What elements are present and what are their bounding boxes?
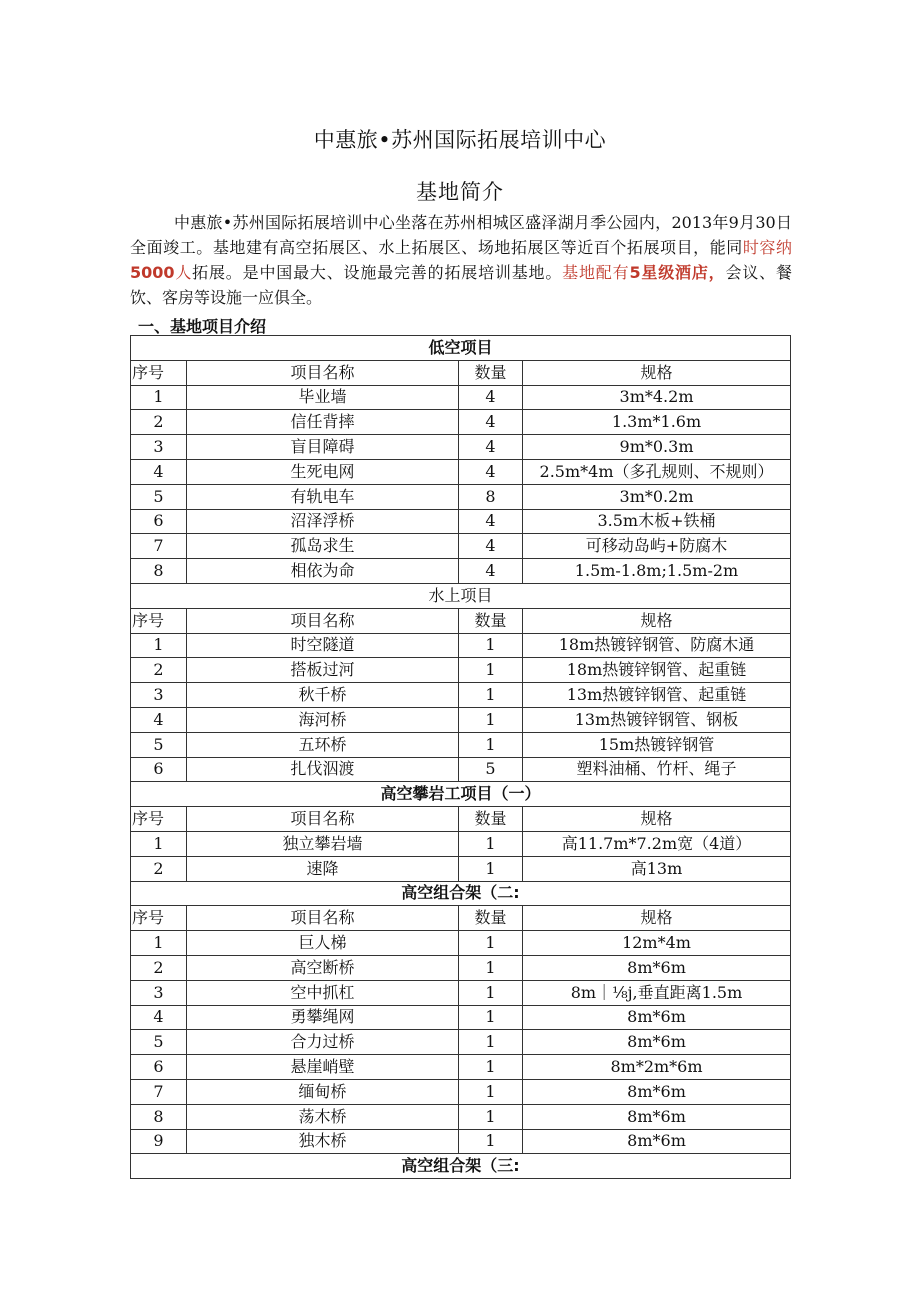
document-title: 中惠旅•苏州国际拓展培训中心 xyxy=(313,128,607,152)
cell-spec: 9m*0.3m xyxy=(523,435,791,460)
table-row xyxy=(131,732,791,757)
cell-name: 缅甸桥 xyxy=(187,1079,459,1104)
cell-seq: 4 xyxy=(131,459,187,484)
table-row xyxy=(131,683,791,708)
header-name: 项目名称 xyxy=(187,360,459,385)
header-seq: 序号 xyxy=(131,608,187,633)
category-row xyxy=(131,782,791,807)
cell-qty: 1 xyxy=(459,931,523,956)
cell-name: 秋千桥 xyxy=(187,683,459,708)
table-row xyxy=(131,509,791,534)
cell-spec: 13m热镀锌钢管、起重链 xyxy=(523,683,791,708)
intro-hotel-text: 5星级酒店， xyxy=(629,263,726,282)
cell-name: 有轨电车 xyxy=(187,484,459,509)
cell-name: 合力过桥 xyxy=(187,1030,459,1055)
cell-qty: 4 xyxy=(459,509,523,534)
cell-qty: 4 xyxy=(459,435,523,460)
cell-qty: 1 xyxy=(459,1005,523,1030)
intro-capacity-number: 5000 xyxy=(130,263,175,282)
category-title: 高空攀岩工项目（一） xyxy=(131,782,791,807)
cell-spec: 8m*2m*6m xyxy=(523,1055,791,1080)
project-table xyxy=(130,335,791,1179)
category-row xyxy=(131,583,791,608)
intro-red-text-3: 基地配有 xyxy=(562,263,630,282)
category-title: 高空组合架（三: xyxy=(131,1154,791,1179)
cell-name: 空中抓杠 xyxy=(187,980,459,1005)
header-spec: 规格 xyxy=(523,807,791,832)
cell-qty: 1 xyxy=(459,707,523,732)
cell-spec: 塑料油桶、竹杆、绳子 xyxy=(523,757,791,782)
table-row xyxy=(131,658,791,683)
cell-qty: 4 xyxy=(459,559,523,584)
cell-seq: 6 xyxy=(131,509,187,534)
cell-spec: 15m热镀锌钢管 xyxy=(523,732,791,757)
header-qty: 数量 xyxy=(459,807,523,832)
category-title: 低空项目 xyxy=(131,336,791,361)
cell-name: 荡木桥 xyxy=(187,1104,459,1129)
table-row xyxy=(131,435,791,460)
category-row xyxy=(131,881,791,906)
cell-qty: 1 xyxy=(459,831,523,856)
table-row xyxy=(131,559,791,584)
cell-qty: 1 xyxy=(459,1129,523,1154)
table-row xyxy=(131,1079,791,1104)
cell-spec: 8m*6m xyxy=(523,1079,791,1104)
cell-qty: 5 xyxy=(459,757,523,782)
cell-seq: 5 xyxy=(131,1030,187,1055)
cell-spec: 18m热镀锌钢管、起重链 xyxy=(523,658,791,683)
cell-qty: 4 xyxy=(459,385,523,410)
cell-spec: 12m*4m xyxy=(523,931,791,956)
header-spec: 规格 xyxy=(523,906,791,931)
header-row xyxy=(131,906,791,931)
table-row xyxy=(131,931,791,956)
section-heading: 一、基地项目介绍 xyxy=(138,317,267,336)
cell-spec: 2.5m*4m（多孔规则、不规则） xyxy=(523,459,791,484)
cell-seq: 4 xyxy=(131,1005,187,1030)
header-row xyxy=(131,807,791,832)
cell-spec: 高11.7m*7.2m宽（4道） xyxy=(523,831,791,856)
cell-qty: 4 xyxy=(459,410,523,435)
cell-seq: 2 xyxy=(131,658,187,683)
cell-seq: 4 xyxy=(131,707,187,732)
cell-seq: 5 xyxy=(131,732,187,757)
table-row xyxy=(131,856,791,881)
table-row xyxy=(131,955,791,980)
cell-qty: 1 xyxy=(459,1030,523,1055)
cell-spec: 8m*6m xyxy=(523,1129,791,1154)
cell-qty: 1 xyxy=(459,856,523,881)
table-row xyxy=(131,980,791,1005)
table-row xyxy=(131,757,791,782)
table-row xyxy=(131,707,791,732)
document-subtitle: 基地简介 xyxy=(416,180,504,204)
table-row xyxy=(131,1104,791,1129)
header-seq: 序号 xyxy=(131,906,187,931)
header-qty: 数量 xyxy=(459,608,523,633)
header-name: 项目名称 xyxy=(187,807,459,832)
header-spec: 规格 xyxy=(523,360,791,385)
cell-name: 盲目障碍 xyxy=(187,435,459,460)
category-row xyxy=(131,336,791,361)
cell-seq: 2 xyxy=(131,856,187,881)
cell-seq: 2 xyxy=(131,955,187,980)
cell-seq: 6 xyxy=(131,1055,187,1080)
cell-qty: 1 xyxy=(459,633,523,658)
header-seq: 序号 xyxy=(131,807,187,832)
cell-seq: 6 xyxy=(131,757,187,782)
cell-spec: 8m*6m xyxy=(523,1030,791,1055)
cell-name: 海河桥 xyxy=(187,707,459,732)
cell-spec: 1.5m-1.8m;1.5m-2m xyxy=(523,559,791,584)
cell-seq: 8 xyxy=(131,559,187,584)
cell-seq: 3 xyxy=(131,683,187,708)
cell-name: 独木桥 xyxy=(187,1129,459,1154)
cell-qty: 1 xyxy=(459,1079,523,1104)
header-row xyxy=(131,608,791,633)
cell-name: 时空隧道 xyxy=(187,633,459,658)
cell-name: 沼泽浮桥 xyxy=(187,509,459,534)
category-row xyxy=(131,1154,791,1179)
intro-text-1: 中惠旅•苏州国际拓展培训中心坐落在苏州相城区盛泽湖月季公园内，2013年9月30日全面竣工。基地建有高空拓展区、水上拓展区、场地拓展区等近百个拓展项目，能同 xyxy=(130,213,792,257)
table-row xyxy=(131,831,791,856)
cell-seq: 8 xyxy=(131,1104,187,1129)
cell-spec: 8m*6m xyxy=(523,1005,791,1030)
intro-text-2: 拓展。是中国最大、设施最完善的拓展培训基地。 xyxy=(192,263,563,282)
cell-seq: 9 xyxy=(131,1129,187,1154)
table-row xyxy=(131,1129,791,1154)
header-name: 项目名称 xyxy=(187,906,459,931)
intro-red-text-1: 时容纳 xyxy=(742,238,792,257)
cell-qty: 1 xyxy=(459,1055,523,1080)
cell-seq: 3 xyxy=(131,435,187,460)
intro-red-text-2: 人 xyxy=(174,263,193,282)
cell-qty: 1 xyxy=(459,658,523,683)
category-title: 水上项目 xyxy=(131,583,791,608)
cell-name: 毕业墙 xyxy=(187,385,459,410)
cell-spec: 3.5m木板+铁桶 xyxy=(523,509,791,534)
cell-seq: 3 xyxy=(131,980,187,1005)
table-row xyxy=(131,1030,791,1055)
header-qty: 数量 xyxy=(459,360,523,385)
cell-name: 生死电网 xyxy=(187,459,459,484)
table-row xyxy=(131,1055,791,1080)
cell-qty: 8 xyxy=(459,484,523,509)
cell-seq: 1 xyxy=(131,385,187,410)
table-row xyxy=(131,410,791,435)
cell-seq: 2 xyxy=(131,410,187,435)
table-row xyxy=(131,484,791,509)
cell-spec: 8m｜⅛j,垂直距离1.5m xyxy=(523,980,791,1005)
cell-spec: 1.3m*1.6m xyxy=(523,410,791,435)
table-row xyxy=(131,385,791,410)
header-seq: 序号 xyxy=(131,360,187,385)
cell-spec: 高13m xyxy=(523,856,791,881)
cell-name: 信任背摔 xyxy=(187,410,459,435)
category-title: 高空组合架（二: xyxy=(131,881,791,906)
cell-qty: 4 xyxy=(459,459,523,484)
cell-qty: 4 xyxy=(459,534,523,559)
cell-name: 勇攀绳网 xyxy=(187,1005,459,1030)
table-row xyxy=(131,534,791,559)
cell-seq: 1 xyxy=(131,831,187,856)
intro-paragraph xyxy=(130,210,792,310)
project-table-body xyxy=(131,336,791,1179)
header-spec: 规格 xyxy=(523,608,791,633)
cell-spec: 3m*0.2m xyxy=(523,484,791,509)
cell-qty: 1 xyxy=(459,683,523,708)
intro-text-3: 会议、餐饮、客房等设施一应俱全。 xyxy=(130,263,792,307)
cell-seq: 1 xyxy=(131,931,187,956)
cell-seq: 7 xyxy=(131,534,187,559)
cell-qty: 1 xyxy=(459,980,523,1005)
cell-name: 孤岛求生 xyxy=(187,534,459,559)
cell-name: 速降 xyxy=(187,856,459,881)
cell-name: 五环桥 xyxy=(187,732,459,757)
cell-name: 悬崖峭壁 xyxy=(187,1055,459,1080)
cell-spec: 13m热镀锌钢管、钢板 xyxy=(523,707,791,732)
header-row xyxy=(131,360,791,385)
cell-seq: 1 xyxy=(131,633,187,658)
header-name: 项目名称 xyxy=(187,608,459,633)
cell-name: 高空断桥 xyxy=(187,955,459,980)
cell-name: 独立攀岩墙 xyxy=(187,831,459,856)
cell-spec: 8m*6m xyxy=(523,955,791,980)
header-qty: 数量 xyxy=(459,906,523,931)
cell-spec: 3m*4.2m xyxy=(523,385,791,410)
cell-spec: 8m*6m xyxy=(523,1104,791,1129)
cell-name: 扎伐泅渡 xyxy=(187,757,459,782)
cell-name: 巨人梯 xyxy=(187,931,459,956)
cell-name: 搭板过河 xyxy=(187,658,459,683)
cell-seq: 5 xyxy=(131,484,187,509)
cell-qty: 1 xyxy=(459,732,523,757)
table-row xyxy=(131,459,791,484)
table-row xyxy=(131,1005,791,1030)
cell-name: 相依为命 xyxy=(187,559,459,584)
cell-qty: 1 xyxy=(459,955,523,980)
table-row xyxy=(131,633,791,658)
cell-spec: 18m热镀锌钢管、防腐木通 xyxy=(523,633,791,658)
cell-qty: 1 xyxy=(459,1104,523,1129)
cell-spec: 可移动岛屿+防腐木 xyxy=(523,534,791,559)
cell-seq: 7 xyxy=(131,1079,187,1104)
